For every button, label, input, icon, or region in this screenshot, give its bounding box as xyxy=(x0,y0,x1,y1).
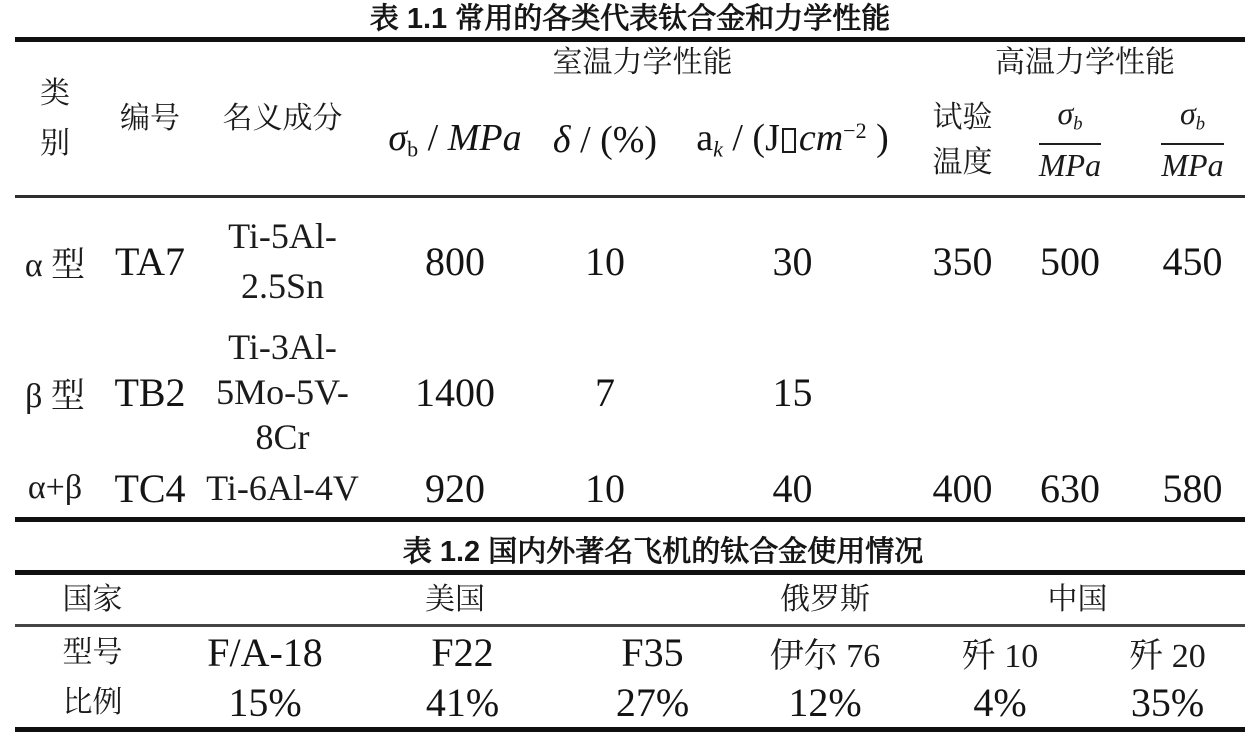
ak-subscript: k xyxy=(713,137,723,163)
cell-category: α+β xyxy=(27,469,83,507)
col-header-sigma-fraction-1 xyxy=(1000,85,1140,197)
cell-code: TC4 xyxy=(114,465,186,511)
col-header-delta xyxy=(550,85,660,197)
sigma-symbol: σ xyxy=(388,117,408,160)
ak-pre: / (J xyxy=(722,117,780,160)
cell-ratio-il76: 12% xyxy=(788,680,862,726)
cell-ak: 30 xyxy=(772,238,813,284)
col-header-category-line2: 别 xyxy=(40,126,70,160)
cell-model-j20: 歼 20 xyxy=(1129,638,1206,676)
col-header-test-temp-line1: 试验 xyxy=(932,100,993,134)
table2-title: 表 1.2 国内外著名飞机的钛合金使用情况 xyxy=(402,536,924,568)
row-label-country: 国家 xyxy=(15,573,170,626)
cell-sigma-ht-2: 580 xyxy=(1162,465,1223,511)
composition-line: Ti-3Al- xyxy=(228,326,337,367)
missing-glyph-box xyxy=(782,128,796,153)
cell-composition xyxy=(205,325,360,460)
table2-aircraft-titanium-usage xyxy=(15,570,1245,732)
cell-delta: 10 xyxy=(585,465,625,511)
col-header-category xyxy=(15,40,95,197)
cell-model-f22: F22 xyxy=(431,630,494,676)
country-usa: 美国 xyxy=(170,573,740,626)
ak-post: ) xyxy=(866,117,889,160)
cell-sigma-b: 800 xyxy=(425,238,485,284)
row-label-ratio: 比例 xyxy=(62,685,123,719)
composition-line: 5Mo-5V- xyxy=(216,371,349,412)
cell-delta: 10 xyxy=(585,238,625,284)
cell-category: β 型 xyxy=(25,377,85,415)
cell-composition xyxy=(205,460,360,520)
table-row-country xyxy=(15,573,1245,626)
sigma-unit: MPa xyxy=(447,117,522,160)
cell-sigma-ht-1 xyxy=(1000,325,1140,460)
composition-line: 2.5Sn xyxy=(240,266,325,307)
cell-category: α 型 xyxy=(24,246,86,284)
ak-exponent: −2 xyxy=(843,118,867,144)
col-header-test-temp-line2: 温度 xyxy=(932,145,993,179)
group-header-high-temp: 高温力学性能 xyxy=(995,46,1175,80)
cell-model-il76: 伊尔 76 xyxy=(769,638,881,676)
fraction-numerator-sub: b xyxy=(1195,114,1206,136)
sigma-over-mpa-fraction xyxy=(1038,95,1102,184)
cell-ak: 40 xyxy=(772,465,813,511)
fraction-numerator: σ xyxy=(1179,95,1196,132)
table-row-ratio xyxy=(15,679,1245,730)
cell-delta: 7 xyxy=(595,369,615,415)
cell-sigma-ht-1: 630 xyxy=(1040,465,1100,511)
composition-line: 8Cr xyxy=(255,416,310,457)
cell-composition xyxy=(205,197,360,325)
table-row-alpha-beta xyxy=(15,460,1245,520)
cell-sigma-ht-1: 500 xyxy=(1040,238,1100,284)
table1-header xyxy=(15,40,1245,197)
fraction-denominator: MPa xyxy=(1161,147,1224,184)
cell-sigma-b: 920 xyxy=(425,465,485,511)
cell-ratio-j20: 35% xyxy=(1130,680,1205,726)
cell-code: TA7 xyxy=(114,238,186,284)
composition-line: Ti-5Al- xyxy=(228,216,337,257)
cell-ratio-fa18: 15% xyxy=(228,680,302,726)
cell-sigma-ht-2 xyxy=(1140,325,1245,460)
table-row-model xyxy=(15,626,1245,679)
table1-body xyxy=(15,197,1245,520)
sigma-subscript: b xyxy=(407,137,419,163)
country-russia: 俄罗斯 xyxy=(740,573,910,626)
table1-alloy-properties xyxy=(15,37,1245,522)
ak-base: a xyxy=(696,117,714,160)
cell-ratio-f22: 41% xyxy=(425,680,500,726)
col-header-sigma-fraction-2 xyxy=(1140,85,1245,197)
country-china: 中国 xyxy=(910,573,1245,626)
cell-test-temp xyxy=(925,325,1000,460)
col-header-test-temp xyxy=(925,85,1000,197)
table2-body xyxy=(15,573,1245,730)
col-header-composition: 名义成分 xyxy=(205,40,360,197)
delta-symbol: δ xyxy=(552,118,571,161)
col-header-category-line1: 类 xyxy=(40,76,70,110)
fraction-denominator: MPa xyxy=(1038,147,1102,184)
cell-ratio-f35: 27% xyxy=(615,680,690,726)
cell-ratio-j10: 4% xyxy=(973,680,1027,726)
cell-sigma-ht-2: 450 xyxy=(1162,238,1223,284)
fraction-numerator-sub: b xyxy=(1073,114,1083,136)
ak-unit: cm xyxy=(798,117,844,160)
cell-sigma-b: 1400 xyxy=(415,369,495,415)
table-row-alpha xyxy=(15,197,1245,325)
col-header-code: 编号 xyxy=(95,40,205,197)
delta-unit: / (%) xyxy=(570,118,658,161)
row-label-model: 型号 xyxy=(62,635,123,669)
table1-title: 表 1.1 常用的各类代表钛合金和力学性能 xyxy=(369,3,891,35)
cell-code: TB2 xyxy=(114,369,186,415)
sigma-over-mpa-fraction xyxy=(1161,95,1224,184)
composition-line: Ti-6Al-4V xyxy=(206,468,359,509)
cell-model-fa18: F/A-18 xyxy=(207,630,323,676)
fraction-numerator: σ xyxy=(1057,95,1074,132)
cell-ak: 15 xyxy=(772,369,813,415)
cell-test-temp: 400 xyxy=(932,465,993,511)
col-header-sigma-b xyxy=(360,85,550,197)
cell-model-j10: 歼 10 xyxy=(961,638,1039,676)
sigma-slash: / xyxy=(418,117,448,160)
group-header-room-temp: 室温力学性能 xyxy=(552,46,733,80)
cell-model-f35: F35 xyxy=(621,630,684,676)
cell-test-temp: 350 xyxy=(932,238,993,284)
col-header-impact-toughness xyxy=(660,85,925,197)
table-row-beta xyxy=(15,325,1245,460)
